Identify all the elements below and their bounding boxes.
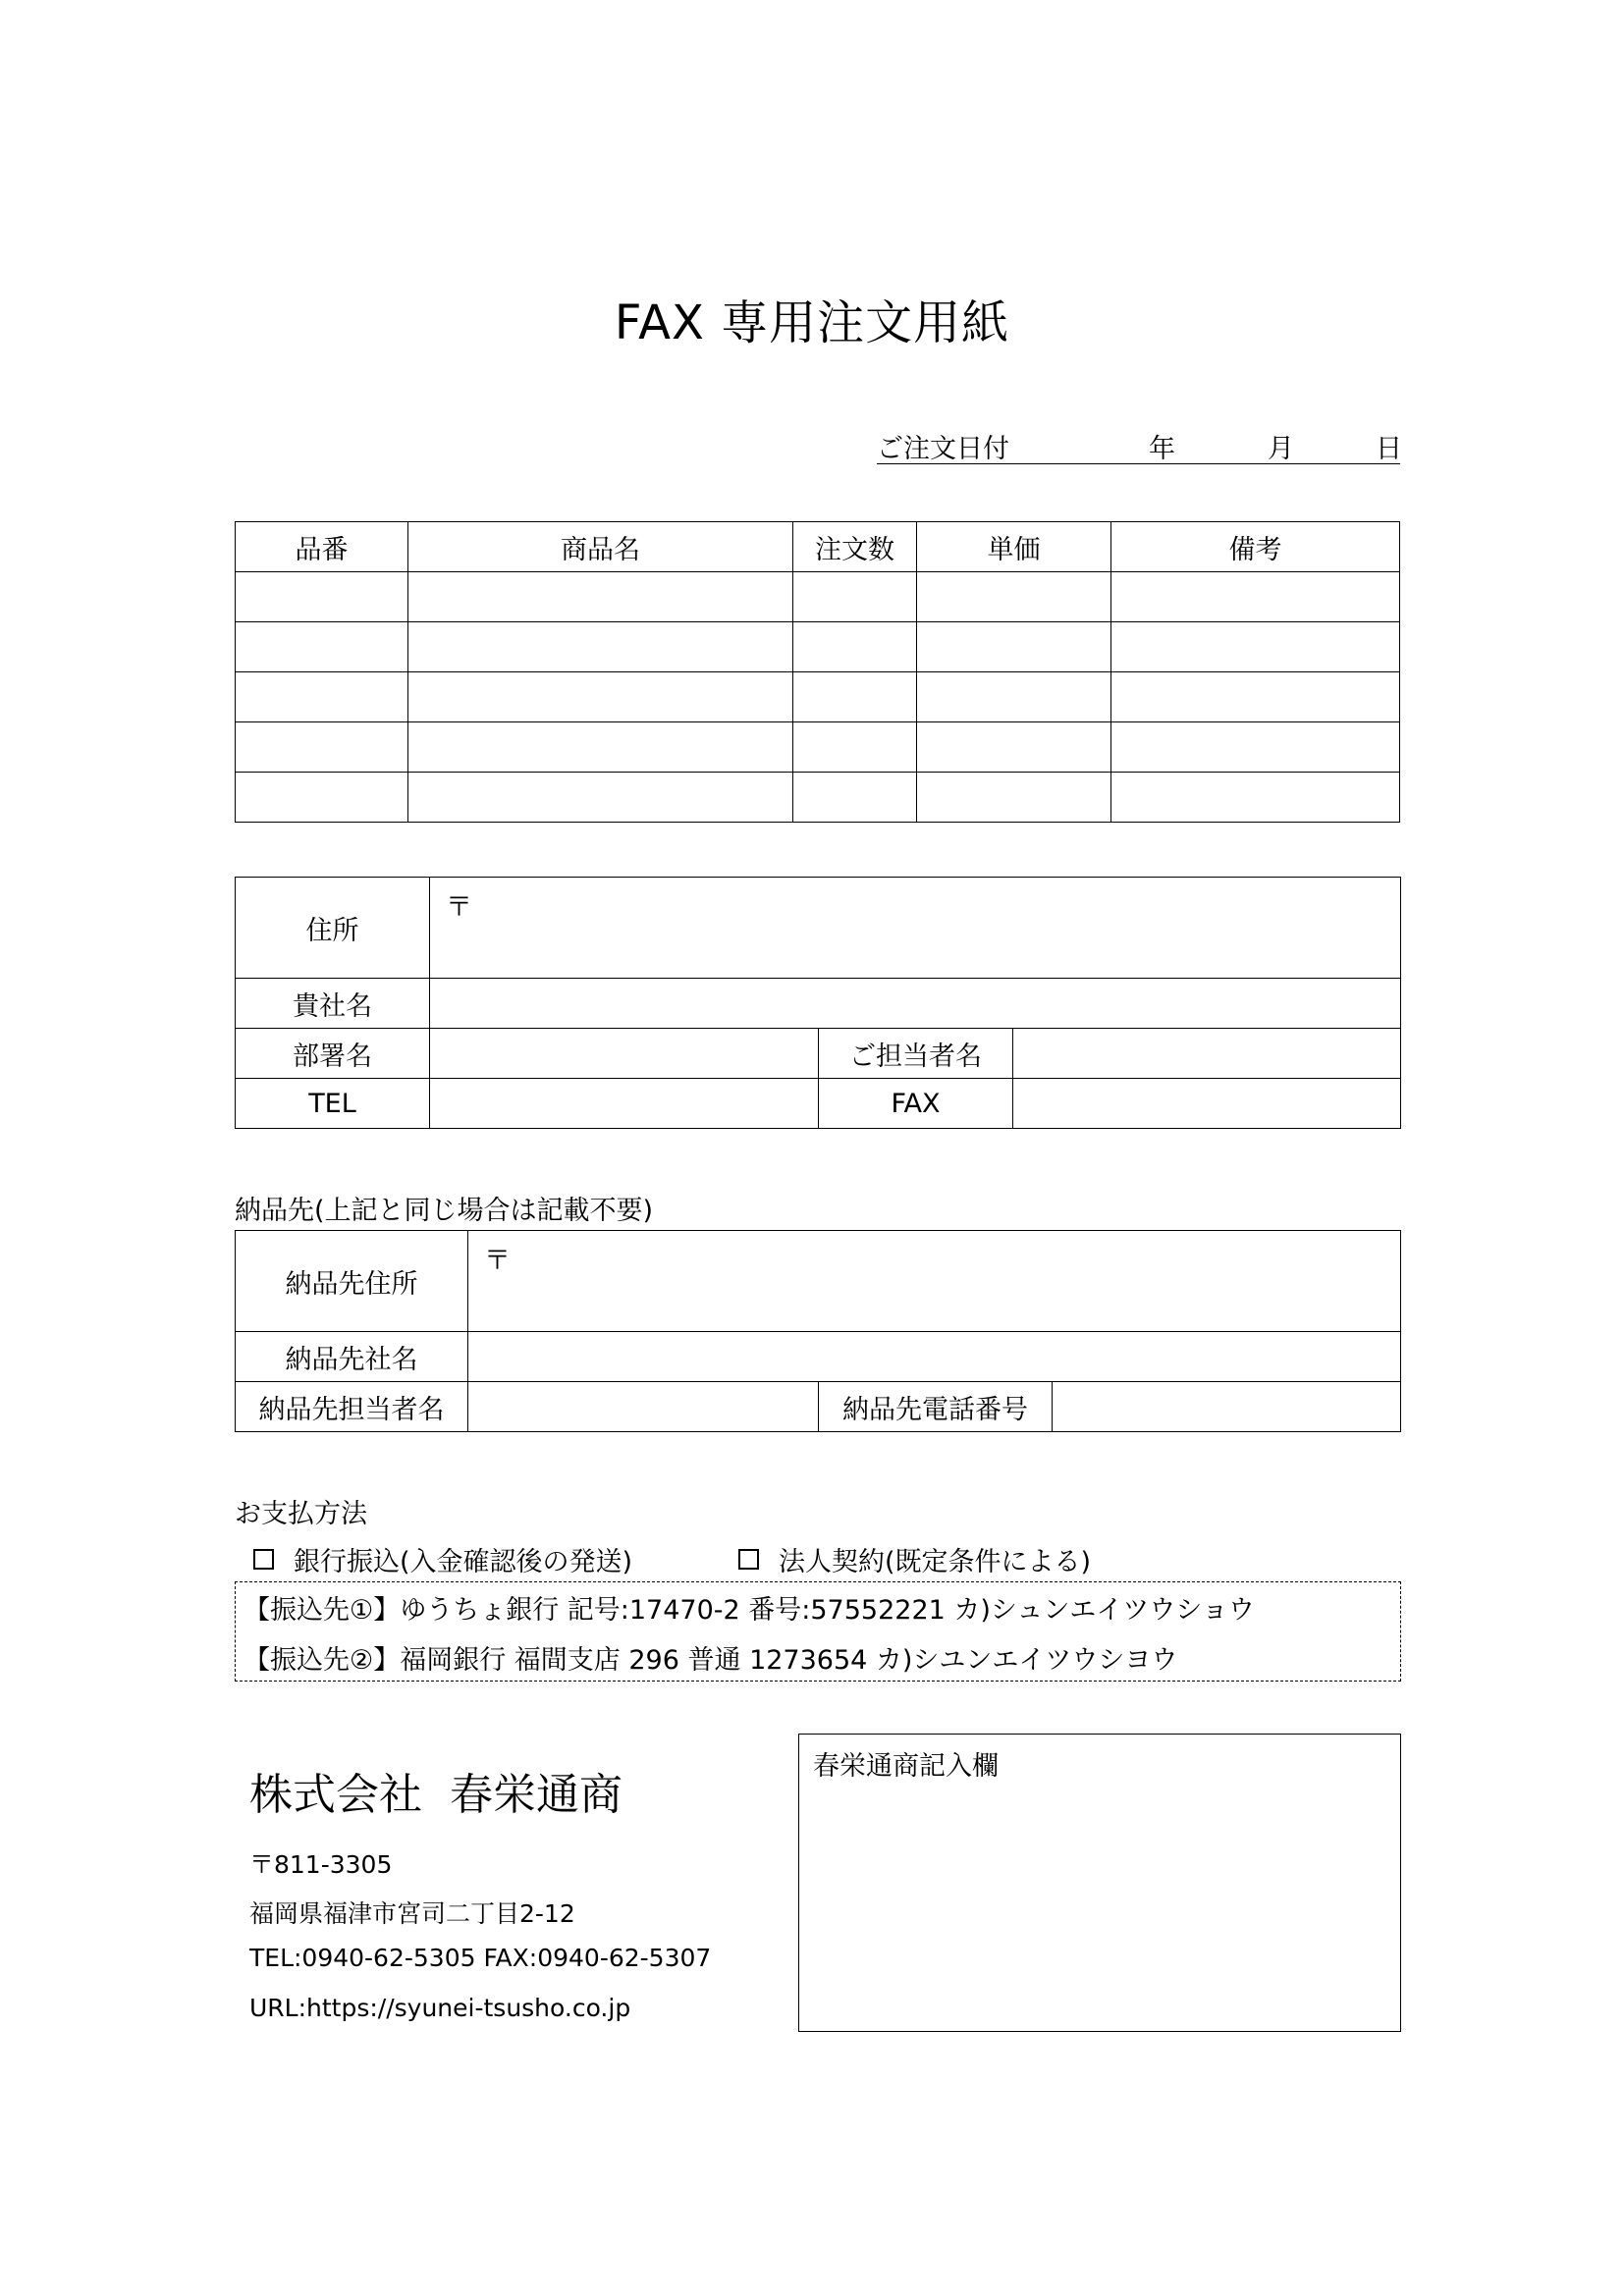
table-row	[236, 773, 1400, 823]
customer-info-table	[235, 877, 1401, 1129]
order-date-label: ご注文日付	[877, 434, 1009, 464]
item-number-cell[interactable]	[236, 722, 408, 773]
remarks-cell[interactable]	[1111, 773, 1400, 823]
product-name-cell[interactable]	[408, 572, 793, 622]
product-name-cell[interactable]	[408, 722, 793, 773]
unit-price-cell[interactable]	[917, 672, 1111, 722]
quantity-cell[interactable]	[793, 722, 917, 773]
page-title: FAX 専用注文用紙	[614, 295, 1010, 350]
contact-person-field[interactable]	[1013, 1029, 1401, 1079]
table-row	[236, 722, 1400, 773]
header-quantity: 注文数	[793, 522, 917, 572]
delivery-contact-label: 納品先担当者名	[236, 1382, 468, 1432]
company-url[interactable]: URL:https://syunei-tsusho.co.jp	[249, 1994, 631, 2022]
fax-label: FAX	[819, 1079, 1013, 1129]
payment-option-label: 銀行振込(入金確認後の発送)	[294, 1547, 633, 1577]
delivery-company-label: 納品先社名	[236, 1332, 468, 1382]
remarks-cell[interactable]	[1111, 622, 1400, 672]
item-number-cell[interactable]	[236, 773, 408, 823]
bank-account-2: 【振込先②】福岡銀行 福間支店 296 普通 1273654 カ)シユンエイツウシヨウ	[244, 1645, 1178, 1676]
delivery-postal-mark: 〒	[484, 1246, 511, 1276]
header-unit-price: 単価	[917, 522, 1111, 572]
order-date-year: 年	[1149, 434, 1175, 464]
delivery-phone-field[interactable]	[1053, 1382, 1401, 1432]
address-field[interactable]	[430, 878, 1401, 979]
table-row	[236, 672, 1400, 722]
company-name-field[interactable]	[430, 979, 1401, 1029]
memo-label: 春栄通商記入欄	[813, 1751, 999, 1782]
quantity-cell[interactable]	[793, 622, 917, 672]
payment-option-corporate-contract[interactable]	[738, 1540, 1091, 1578]
internal-memo-box[interactable]	[798, 1734, 1401, 2032]
payment-option-label: 法人契約(既定条件による)	[779, 1547, 1092, 1577]
company-tel-fax: TEL:0940-62-5305 FAX:0940-62-5307	[249, 1944, 712, 1972]
order-date-day: 日	[1376, 434, 1402, 464]
delivery-company-field[interactable]	[468, 1332, 1401, 1382]
tel-label: TEL	[236, 1079, 430, 1129]
payment-option-bank-transfer[interactable]	[253, 1540, 632, 1578]
tel-field[interactable]	[430, 1079, 819, 1129]
order-date-field[interactable]	[877, 424, 1400, 464]
table-row	[236, 622, 1400, 672]
header-item-number: 品番	[236, 522, 408, 572]
department-field[interactable]	[430, 1029, 819, 1079]
quantity-cell[interactable]	[793, 773, 917, 823]
fax-field[interactable]	[1013, 1079, 1401, 1129]
delivery-heading: 納品先(上記と同じ場合は記載不要)	[235, 1196, 654, 1226]
remarks-cell[interactable]	[1111, 672, 1400, 722]
product-name-cell[interactable]	[408, 672, 793, 722]
table-row	[236, 572, 1400, 622]
items-table	[235, 521, 1400, 823]
delivery-contact-field[interactable]	[468, 1382, 819, 1432]
unit-price-cell[interactable]	[917, 572, 1111, 622]
unit-price-cell[interactable]	[917, 773, 1111, 823]
payment-heading: お支払方法	[235, 1499, 367, 1529]
postal-mark: 〒	[446, 892, 472, 923]
unit-price-cell[interactable]	[917, 622, 1111, 672]
product-name-cell[interactable]	[408, 622, 793, 672]
order-date-month: 月	[1268, 434, 1294, 464]
items-header-row	[236, 522, 1400, 572]
header-product-name: 商品名	[408, 522, 793, 572]
bank-account-1: 【振込先①】ゆうちょ銀行 記号:17470-2 番号:57552221 カ)シュンエイツウショウ	[244, 1595, 1255, 1626]
department-label: 部署名	[236, 1029, 430, 1079]
contact-person-label: ご担当者名	[819, 1029, 1013, 1079]
remarks-cell[interactable]	[1111, 722, 1400, 773]
quantity-cell[interactable]	[793, 672, 917, 722]
item-number-cell[interactable]	[236, 672, 408, 722]
checkbox[interactable]	[738, 1549, 759, 1570]
company-address: 福岡県福津市宮司二丁目2-12	[249, 1899, 575, 1928]
product-name-cell[interactable]	[408, 773, 793, 823]
remarks-cell[interactable]	[1111, 572, 1400, 622]
company-name: 株式会社 春栄通商	[249, 1770, 623, 1820]
address-label: 住所	[236, 878, 430, 979]
delivery-address-field[interactable]	[468, 1231, 1401, 1332]
company-name-label: 貴社名	[236, 979, 430, 1029]
company-postal: 〒811-3305	[249, 1850, 393, 1879]
delivery-phone-label: 納品先電話番号	[819, 1382, 1053, 1432]
unit-price-cell[interactable]	[917, 722, 1111, 773]
header-remarks: 備考	[1111, 522, 1400, 572]
bank-transfer-box	[235, 1581, 1401, 1682]
delivery-address-label: 納品先住所	[236, 1231, 468, 1332]
item-number-cell[interactable]	[236, 572, 408, 622]
delivery-info-table	[235, 1230, 1401, 1432]
quantity-cell[interactable]	[793, 572, 917, 622]
item-number-cell[interactable]	[236, 622, 408, 672]
checkbox[interactable]	[253, 1549, 274, 1570]
